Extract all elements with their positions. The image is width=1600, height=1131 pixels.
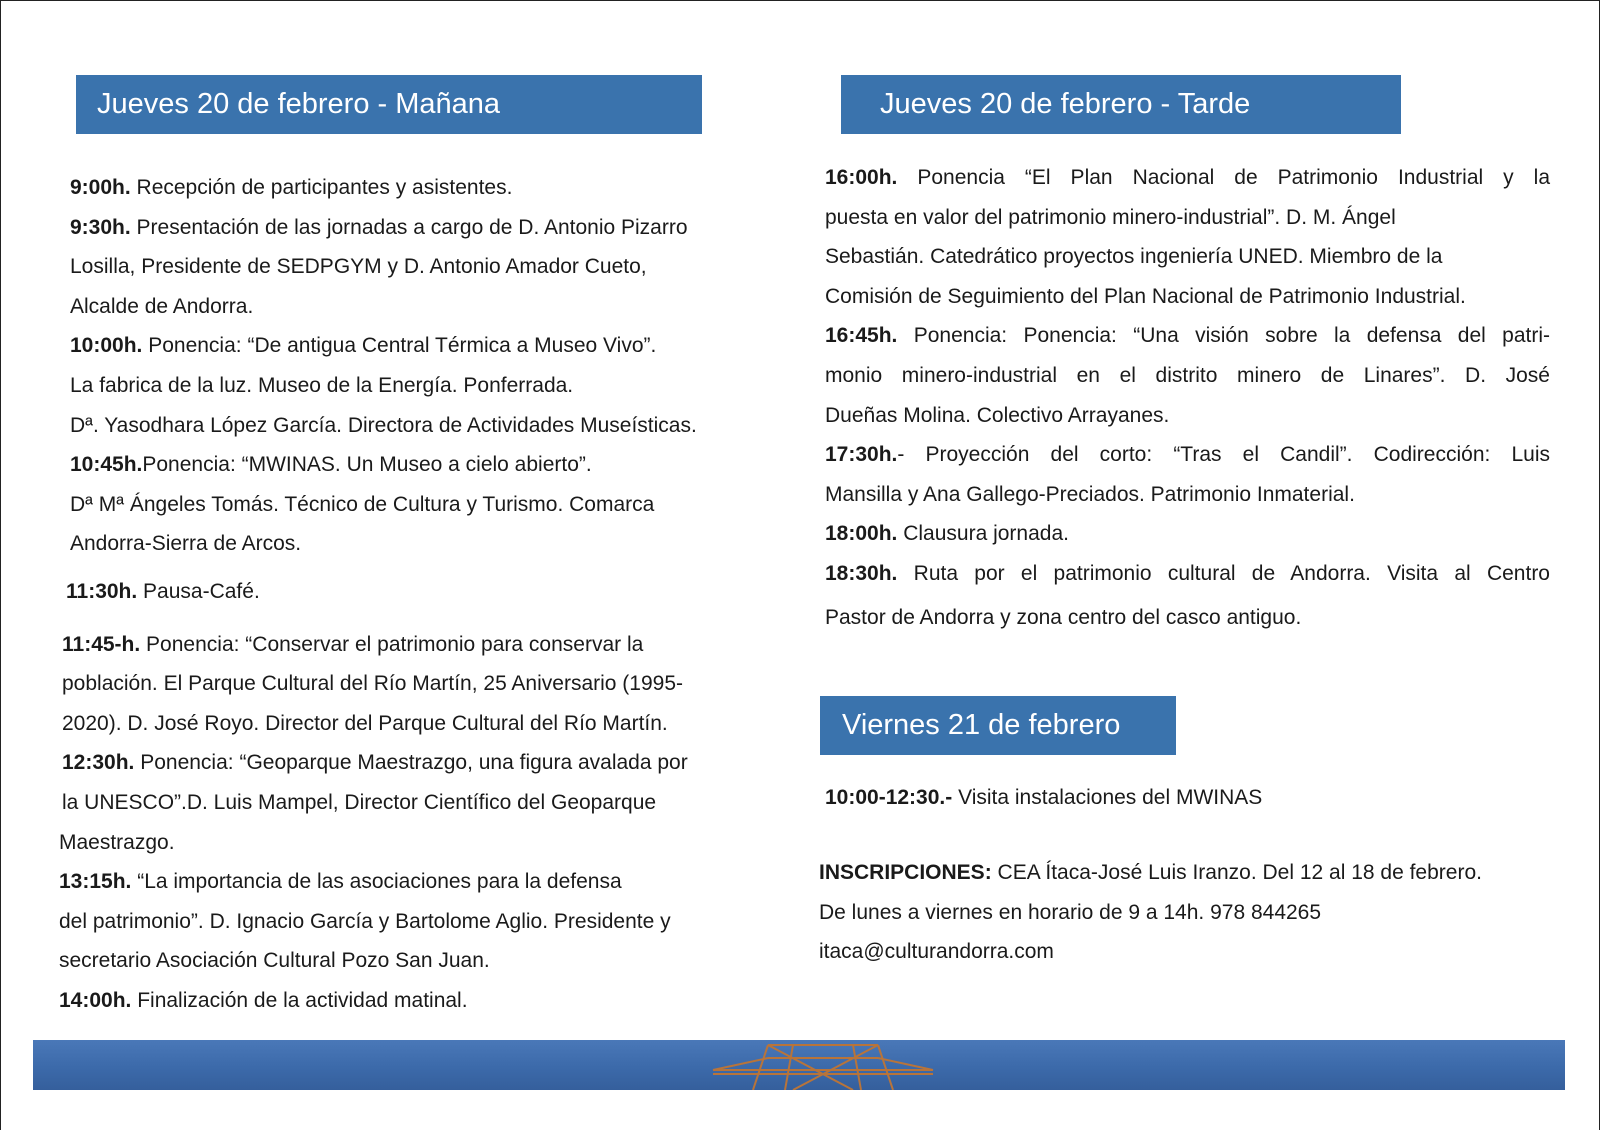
schedule-item: 10:00-12:30.- Visita instalaciones del MWINAS [825, 786, 1263, 809]
schedule-item: 11:30h. Pausa-Café. [66, 579, 260, 603]
bottom-photo-banner [33, 1040, 1565, 1090]
registration-email: itaca@culturandorra.com [819, 940, 1054, 964]
schedule-line: población. El Parque Cultural del Río Martín, 25 Aniversario (1995- [62, 672, 683, 696]
schedule-line: Sebastián. Catedrático proyectos ingeniería UNED. Miembro de la [825, 245, 1443, 269]
schedule-line: puesta en valor del patrimonio minero-industrial”. D. M. Ángel [825, 205, 1396, 229]
schedule-item: 10:45h.Ponencia: “MWINAS. Un Museo a cielo abierto”. [70, 453, 592, 477]
schedule-item: 10:00h. Ponencia: “De antigua Central Térmica a Museo Vivo”. [70, 334, 657, 358]
schedule-item: 12:30h. Ponencia: “Geoparque Maestrazgo, una figura avalada por [62, 751, 688, 775]
schedule-item: 11:45-h. Ponencia: “Conservar el patrimonio para conservar la [62, 632, 644, 656]
schedule-item: 16:00h. Ponencia “El Plan Nacional de Patrimonio Industrial y la [825, 166, 1550, 189]
afternoon-schedule [825, 158, 1550, 642]
schedule-item: 14:00h. Finalización de la actividad matinal. [59, 988, 468, 1012]
schedule-line: la UNESCO”.D. Luis Mampel, Director Científico del Geoparque [62, 790, 657, 814]
header-friday: Viernes 21 de febrero [820, 696, 1176, 755]
schedule-line: 2020). D. José Royo. Director del Parque Cultural del Río Martín. [62, 711, 668, 735]
registration-line: INSCRIPCIONES: CEA Ítaca-José Luis Iranzo. Del 12 al 18 de febrero. [819, 861, 1482, 884]
schedule-item: 17:30h.- Proyección del corto: “Tras el Candil”. Codirección: Luis [825, 443, 1550, 467]
schedule-line: Mansilla y Ana Gallego-Preciados. Patrimonio Inmaterial. [825, 482, 1355, 506]
morning-schedule [56, 168, 776, 1020]
schedule-line: Dª Mª Ángeles Tomás. Técnico de Cultura y Turismo. Comarca [70, 492, 655, 516]
schedule-item: 18:30h. Ruta por el patrimonio cultural de Andorra. Visita al Centro [825, 561, 1550, 585]
schedule-line: Pastor de Andorra y zona centro del casco antiguo. [825, 605, 1302, 629]
registration-line: De lunes a viernes en horario de 9 a 14h. 978 844265 [819, 900, 1322, 924]
schedule-item: 9:00h. Recepción de participantes y asistentes. [70, 176, 513, 199]
schedule-line: del patrimonio”. D. Ignacio García y Bartolome Aglio. Presidente y [59, 909, 671, 933]
lattice-tower-image [673, 1040, 973, 1090]
schedule-item: 9:30h. Presentación de las jornadas a cargo de D. Antonio Pizarro [70, 215, 688, 239]
schedule-line: Comisión de Seguimiento del Plan Nacional de Patrimonio Industrial. [825, 284, 1466, 308]
schedule-line: Dueñas Molina. Colectivo Arrayanes. [825, 403, 1170, 427]
schedule-line: monio minero-industrial en el distrito minero de Linares”. D. José [825, 363, 1550, 387]
schedule-line: Andorra-Sierra de Arcos. [70, 532, 302, 556]
schedule-line: Maestrazgo. [59, 830, 175, 854]
schedule-line: secretario Asociación Cultural Pozo San Juan. [59, 949, 490, 973]
schedule-line: Dª. Yasodhara López García. Directora de Actividades Museísticas. [70, 413, 697, 437]
schedule-line: Losilla, Presidente de SEDPGYM y D. Antonio Amador Cueto, [70, 255, 647, 279]
header-thursday-afternoon: Jueves 20 de febrero - Tarde [841, 75, 1401, 134]
schedule-line: La fabrica de la luz. Museo de la Energía. Ponferrada. [70, 373, 574, 397]
friday-schedule [825, 778, 1262, 818]
schedule-item: 13:15h. “La importancia de las asociaciones para la defensa [59, 870, 622, 894]
schedule-line: Alcalde de Andorra. [70, 294, 254, 318]
header-thursday-morning: Jueves 20 de febrero - Mañana [76, 75, 702, 134]
schedule-item: 18:00h. Clausura jornada. [825, 522, 1069, 546]
registration-info [819, 853, 1482, 972]
schedule-item: 16:45h. Ponencia: Ponencia: “Una visión sobre la defensa del patri- [825, 324, 1550, 348]
